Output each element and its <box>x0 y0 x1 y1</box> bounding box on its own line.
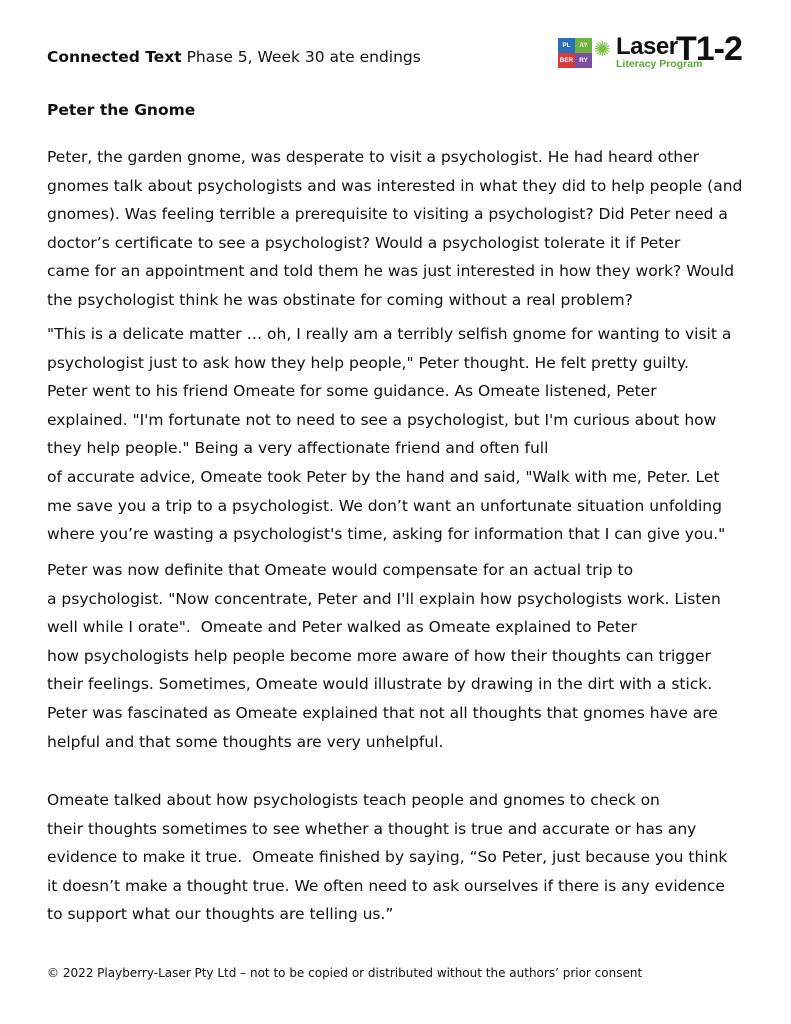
paragraph-4 <box>47 786 727 929</box>
paragraph-1 <box>47 143 742 315</box>
text-line: Peter was now definite that Omeate would compensate for an actual trip to <box>47 561 634 579</box>
text-line: they help people." Being a very affectionate friend and often full <box>47 439 549 458</box>
laser-logo <box>558 30 743 72</box>
text-line: "This is a delicate matter … oh, I really am a terribly selfish gnome for wanting to visit a <box>47 325 732 343</box>
text-line: came for an appointment and told them he was just interested in how they work? Would <box>47 262 735 281</box>
logo-level: T1-2 <box>676 30 742 68</box>
text-line: a psychologist. "Now concentrate, Peter and I'll explain how psychologists work. Listen <box>47 589 721 608</box>
text-line: helpful and that some thoughts are very unhelpful. <box>47 732 444 751</box>
text-line: well while I orate". Omeate and Peter walked as Omeate explained to Peter <box>47 618 637 637</box>
text-line: to support what our thoughts are telling us.” <box>47 905 394 924</box>
copyright-footer: © 2022 Playberry-Laser Pty Ltd – not to be copied or distributed without the authors’ prior consent <box>47 966 643 980</box>
playberry-puzzle-icon <box>558 38 592 68</box>
text-line: explained. "I'm fortunate not to need to see a psychologist, but I'm curious about how <box>47 410 717 429</box>
text-line: how psychologists help people become more aware of how their thoughts can trigger <box>47 646 711 665</box>
puzzle-piece: PL <box>558 38 575 53</box>
puzzle-piece: RY <box>575 53 592 68</box>
text-line: doctor’s certificate to see a psychologist? Would a psychologist tolerate it if Peter <box>47 233 681 252</box>
text-line: me save you a trip to a psychologist. We don’t want an unfortunate situation unfolding <box>47 496 722 515</box>
text-line: Peter, the garden gnome, was desperate to visit a psychologist. He had heard other <box>47 148 700 166</box>
laser-burst-icon: ✺ <box>594 37 611 61</box>
text-line: their feelings. Sometimes, Omeate would illustrate by drawing in the dirt with a stick. <box>47 675 713 694</box>
header-label: Connected Text <box>47 48 182 66</box>
text-line: Peter was fascinated as Omeate explained that not all thoughts that gnomes have are <box>47 703 718 722</box>
paragraph-3 <box>47 556 721 756</box>
puzzle-piece: BER <box>558 53 575 68</box>
text-line: Omeate talked about how psychologists teach people and gnomes to check on <box>47 791 660 809</box>
text-line: Peter went to his friend Omeate for some guidance. As Omeate listened, Peter <box>47 382 657 401</box>
text-line: of accurate advice, Omeate took Peter by the hand and said, "Walk with me, Peter. Let <box>47 467 720 486</box>
logo-subtitle: Literacy Program <box>616 58 703 70</box>
text-line: gnomes). Was feeling terrible a prerequisite to visiting a psychologist? Did Peter need a <box>47 205 728 224</box>
text-line: where you’re wasting a psychologist's time, asking for information that I can give you." <box>47 525 726 544</box>
text-line: it doesn’t make a thought true. We often need to ask ourselves if there is any evidence <box>47 876 725 895</box>
header-detail: Phase 5, Week 30 ate endings <box>181 48 421 66</box>
document-header <box>47 48 421 66</box>
text-line: psychologist just to ask how they help people," Peter thought. He felt pretty guilty. <box>47 353 689 372</box>
logo-brand: Laser <box>616 33 678 60</box>
text-line: gnomes talk about psychologists and was interested in what they did to help people (and <box>47 176 743 195</box>
puzzle-piece: AY <box>575 38 592 53</box>
paragraph-2 <box>47 320 731 549</box>
text-line: evidence to make it true. Omeate finished by saying, “So Peter, just because you think <box>47 848 728 867</box>
text-line: the psychologist think he was obstinate for coming without a real problem? <box>47 290 633 309</box>
text-line: their thoughts sometimes to see whether a thought is true and accurate or has any <box>47 819 697 838</box>
story-title: Peter the Gnome <box>47 101 196 119</box>
